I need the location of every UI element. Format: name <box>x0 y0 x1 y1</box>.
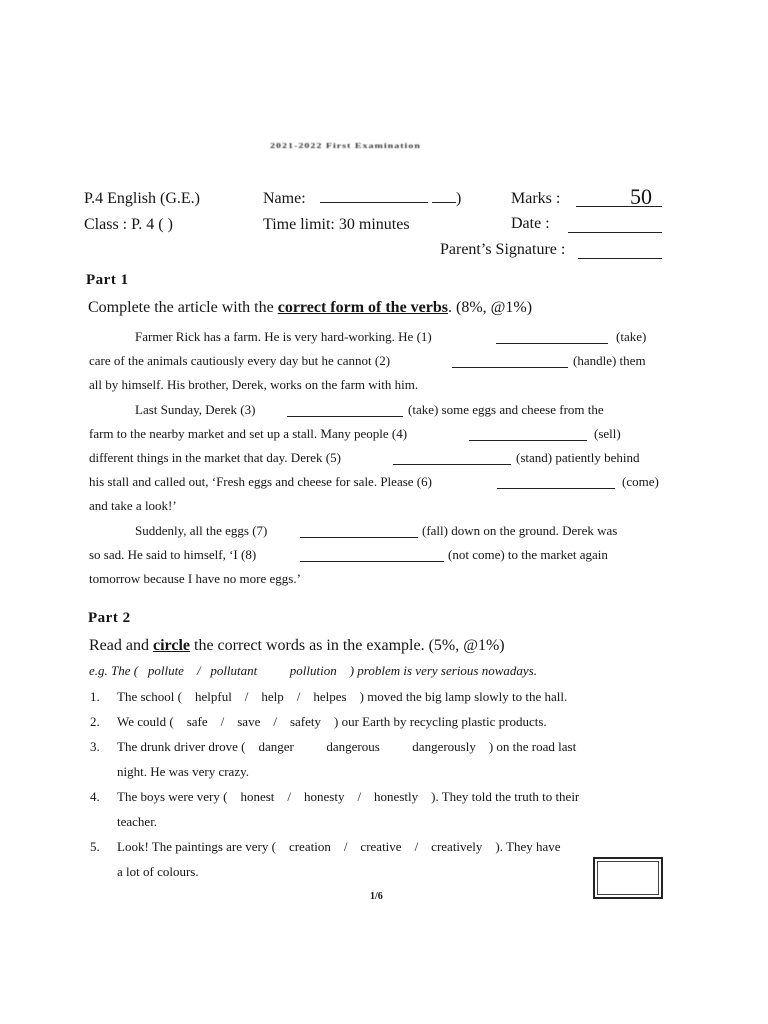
q4-sentence[interactable]: The boys were very ( honest / honesty / honestly ). They told the truth to their <box>117 789 580 804</box>
blank-1[interactable] <box>496 331 608 344</box>
part2-title: Part 2 <box>88 610 131 626</box>
p1-line-1b: (take) <box>616 329 647 344</box>
part2-instr-pre: Read and <box>89 637 153 654</box>
blank-6[interactable] <box>497 476 615 489</box>
p1-line-5a: farm to the nearby market and set up a stall. Many people (4) <box>89 426 408 441</box>
part1-instr-pre: Complete the article with the <box>88 299 278 316</box>
blank-3[interactable] <box>287 404 403 417</box>
blank-8[interactable] <box>300 549 444 562</box>
q2-number: 2. <box>90 714 100 729</box>
marks-label: Marks : <box>511 190 561 207</box>
part2-instruction <box>89 637 505 655</box>
exam-title-smudge: 2021-2022 First Examination <box>270 142 421 151</box>
p1-line-9a: Suddenly, all the eggs (7) <box>135 523 268 538</box>
signature-field[interactable] <box>578 240 662 259</box>
name-field[interactable] <box>320 188 456 208</box>
p1-line-2a: care of the animals cautiously every day but he cannot (2) <box>89 353 391 368</box>
q3-number: 3. <box>90 739 100 754</box>
class-label: Class : P. 4 ( ) <box>84 216 173 233</box>
p1-line-7a: his stall and called out, ‘Fresh eggs and cheese for sale. Please (6) <box>89 474 432 489</box>
blank-2[interactable] <box>452 355 568 368</box>
q3-sentence-cont: night. He was very crazy. <box>117 764 249 779</box>
p1-line-9b: (fall) down on the ground. Derek was <box>422 523 618 538</box>
part2-instr-underlined: circle <box>152 637 190 654</box>
name-close-paren: ) <box>456 190 462 207</box>
example-sentence: e.g. The ( pollute / pollutant pollution ) problem is very serious nowadays. <box>89 663 537 678</box>
p1-line-5b: (sell) <box>594 426 621 441</box>
p1-line-1a: Farmer Rick has a farm. He is very hard-working. He (1) <box>135 329 432 344</box>
date-label: Date : <box>511 215 550 232</box>
p1-line-10b: (not come) to the market again <box>448 547 608 562</box>
q4-number: 4. <box>90 789 100 804</box>
p1-line-7b: (come) <box>622 474 659 489</box>
name-line <box>320 188 428 203</box>
time-limit: Time limit: 30 minutes <box>263 216 410 233</box>
q2-sentence[interactable]: We could ( safe / save / safety ) our Earth by recycling plastic products. <box>117 714 547 729</box>
marks-value: 50 <box>630 184 652 209</box>
signature-label: Parent’s Signature : <box>440 241 566 258</box>
p1-line-2b: (handle) them <box>573 353 646 368</box>
p1-line-8: and take a look!’ <box>89 498 177 513</box>
p1-line-4a: Last Sunday, Derek (3) <box>135 402 256 417</box>
blank-5[interactable] <box>393 452 511 465</box>
q4-sentence-cont: teacher. <box>117 814 158 829</box>
p1-line-6a: different things in the market that day. Derek (5) <box>89 450 341 465</box>
name-line-2 <box>432 188 456 203</box>
q5-sentence-cont: a lot of colours. <box>117 864 199 879</box>
q5-number: 5. <box>90 839 100 854</box>
blank-7[interactable] <box>300 525 418 538</box>
blank-4[interactable] <box>469 428 587 441</box>
part2-instr-post: the correct words as in the example. (5%, @1%) <box>190 637 505 654</box>
part1-instruction <box>88 299 532 317</box>
p1-line-3: all by himself. His brother, Derek, works on the farm with him. <box>89 377 419 392</box>
q3-sentence[interactable]: The drunk driver drove ( danger dangerous dangerously ) on the road last <box>117 739 577 754</box>
page-number: 1/6 <box>370 891 383 902</box>
q1-number: 1. <box>90 689 100 704</box>
p1-line-11: tomorrow because I have no more eggs.’ <box>89 571 301 586</box>
q5-sentence[interactable]: Look! The paintings are very ( creation / creative / creatively ). They have <box>117 839 561 854</box>
part1-instr-underlined: correct form of the verbs <box>277 299 449 316</box>
part1-title: Part 1 <box>86 272 129 288</box>
p1-line-6b: (stand) patiently behind <box>516 450 640 465</box>
name-label: Name: <box>263 190 306 207</box>
date-field[interactable] <box>568 214 662 233</box>
q1-sentence[interactable]: The school ( helpful / help / helpes ) moved the big lamp slowly to the hall. <box>117 689 568 704</box>
p1-line-4b: (take) some eggs and cheese from the <box>408 402 604 417</box>
subject-label: P.4 English (G.E.) <box>84 190 200 207</box>
part1-instr-post: . (8%, @1%) <box>448 299 533 316</box>
p1-line-10a: so sad. He said to himself, ‘I (8) <box>89 547 257 562</box>
score-box[interactable] <box>593 857 663 899</box>
